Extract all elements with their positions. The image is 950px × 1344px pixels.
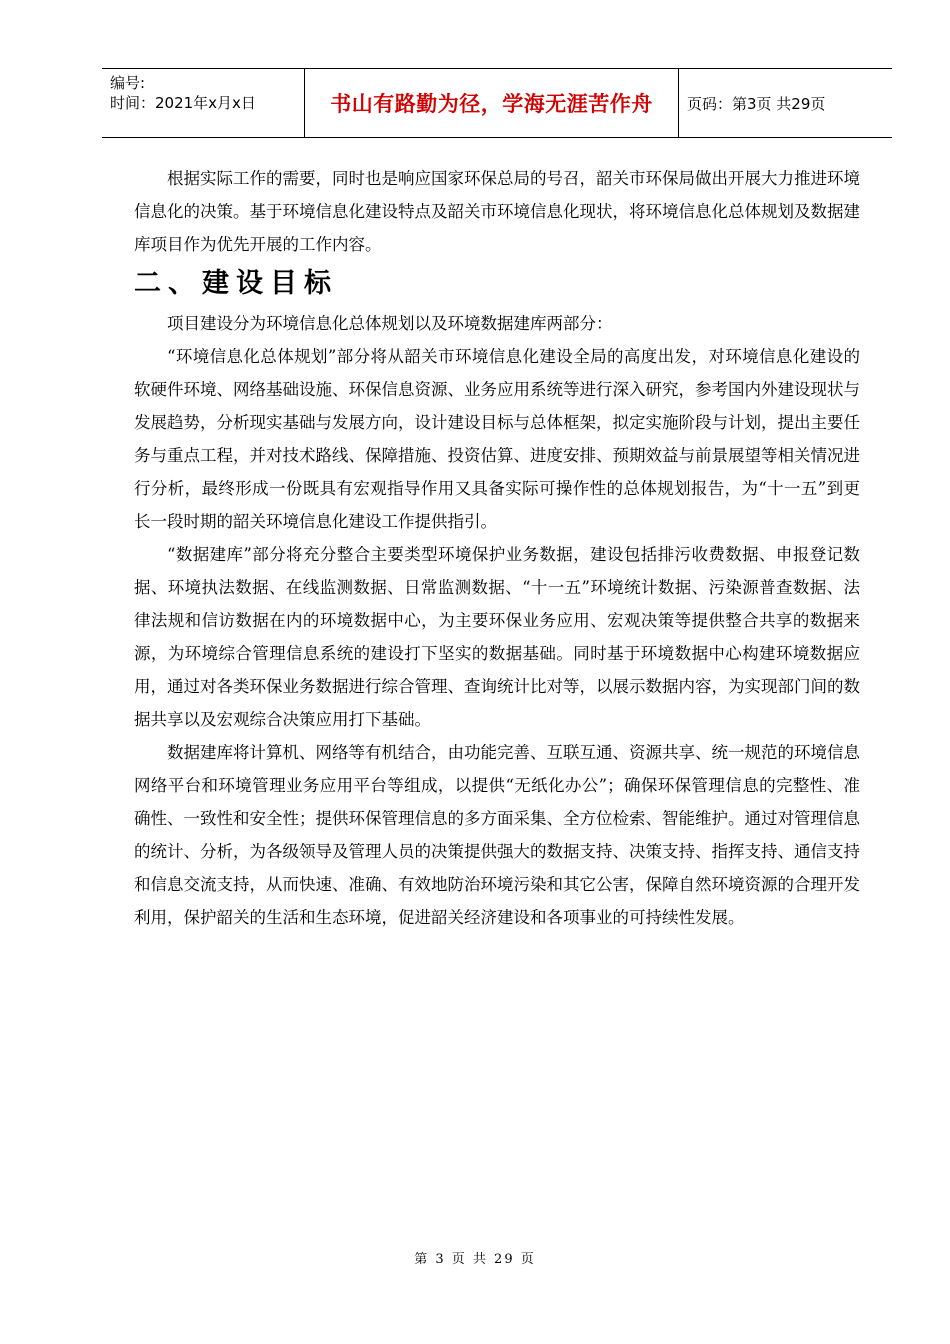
header-meta-cell (102, 69, 304, 137)
page-footer: 第 3 页 共 29 页 (414, 1252, 536, 1267)
intro-paragraph: 根据实际工作的需要，同时也是响应国家环保总局的号召，韶关市环保局做出开展大力推进环境信息化的决策。基于环境信息化建设特点及韶关市环境信息化现状，将环境信息化总体规划及数据建库项目作为优先开展的工作内容。 (134, 169, 860, 254)
serial-number-label: 编号: (110, 74, 146, 92)
motto-text: 书山有路勤为径，学海无涯苦作舟 (330, 92, 653, 116)
date-label: 时间：2021年x月x日 (110, 94, 256, 112)
section-heading: 二、建设目标 (134, 268, 338, 299)
header-motto-cell (304, 69, 679, 137)
body-paragraph: 数据建库将计算机、网络等有机结合，由功能完善、互联互通、资源共享、统一规范的环境信息网络平台和环境管理业务应用平台等组成，以提供“无纸化办公”；确保环保管理信息的完整性、准确性、一致性和安全性；提供环保管理信息的多方面采集、全方位检索、智能维护。通过对管理信息的统计、分析，为各级领导及管理人员的决策提供强大的数据支持、决策支持、指挥支持、通信支持和信息交流支持，从而快速、准确、有效地防治环境污染和其它公害，保障自然环境资源的合理开发利用，保护韶关的生活和生态环境，促进韶关经济建设和各项事业的可持续性发展。 (134, 743, 860, 927)
body-paragraph: “环境信息化总体规划”部分将从韶关市环境信息化建设全局的高度出发，对环境信息化建设的软硬件环境、网络基础设施、环保信息资源、业务应用系统等进行深入研究，参考国内外建设现状与发展趋势，分析现实基础与发展方向，设计建设目标与总体框架，拟定实施阶段与计划，提出主要任务与重点工程，并对技术路线、保障措施、投资估算、进度安排、预期效益与前景展望等相关情况进行分析，最终形成一份既具有宏观指导作用又具备实际可操作性的总体规划报告，为“十一五”到更长一段时期的韶关环境信息化建设工作提供指引。 (134, 347, 860, 531)
document-header (102, 68, 892, 138)
body-paragraph: “数据建库”部分将充分整合主要类型环境保护业务数据，建设包括排污收费数据、申报登记数据、环境执法数据、在线监测数据、日常监测数据、“十一五”环境统计数据、污染源普查数据、法律法规和信访数据在内的环境数据中心，为主要环保业务应用、宏观决策等提供整合共享的数据来源，为环境综合管理信息系统的建设打下坚实的数据基础。同时基于环境数据中心构建环境数据应用，通过对各类环保业务数据进行综合管理、查询统计比对等，以展示数据内容，为实现部门间的数据共享以及宏观综合决策应用打下基础。 (134, 545, 860, 729)
header-page-info: 页码：第3页 共29页 (687, 94, 826, 113)
body-paragraph: 项目建设分为环境信息化总体规划以及环境数据建库两部分： (167, 314, 613, 333)
document-body (134, 162, 860, 934)
header-page-cell (679, 69, 892, 137)
